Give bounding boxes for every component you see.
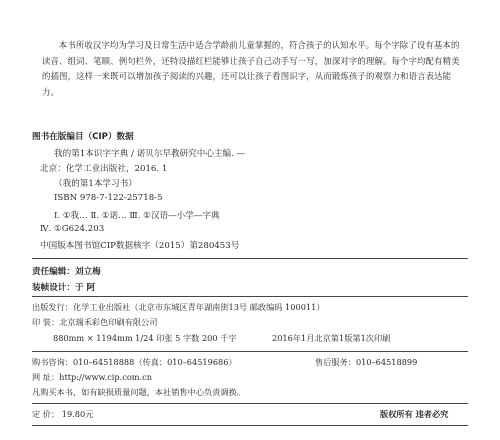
price: 定 价： 19.80元 bbox=[32, 409, 94, 419]
cip-heading: 图书在版编目（CIP）数据 bbox=[32, 132, 134, 142]
divider bbox=[32, 351, 468, 352]
printer-info: 印 装：北京瑞禾彩色印刷有限公司 bbox=[32, 317, 158, 327]
cip-isbn: ISBN 978-7-122-25718-5 bbox=[54, 193, 163, 203]
divider bbox=[32, 296, 468, 297]
cip-library-record: 中国版本图书馆CIP数据核字（2015）第280453号 bbox=[40, 241, 240, 251]
cip-classification-1: Ⅰ. ①我… Ⅱ. ①诺… Ⅲ. ①汉语—小学—字典 bbox=[54, 211, 220, 221]
quality-notice: 凡购买本书，如有缺损质量问题，本社销售中心负责调换。 bbox=[32, 387, 245, 397]
divider bbox=[32, 258, 468, 259]
intro-text bbox=[42, 38, 462, 100]
print-specs: 880mm × 1194mm 1/24 印张 5 字数 200 千字 bbox=[53, 333, 237, 343]
publisher-info: 出版发行：化学工业出版社（北京市东城区青年湖南街13号 邮政编码 100011） bbox=[32, 302, 325, 312]
intro-paragraph: 本书所收汉字均为学习及日常生活中适合学龄前儿童掌握的，符合孩子的认知水平。每个字除了设有基本的读音、组词、笔顺、例句栏外，还特设描红栏能够让孩子自己动手写一写，加深对字的理解。每个字均配有精美的插图，这样一来既可以增加孩子阅读的兴趣，还可以让孩子看图识字，从而锻炼孩子的观察力和语言表达能力。 bbox=[42, 40, 460, 97]
after-sales-phone: 售后服务：010–64518899 bbox=[315, 357, 418, 367]
cip-line-1: 我的第1本识字字典 / 诺贝尔早教研究中心主编. — bbox=[54, 149, 246, 159]
edition-info: 2016年1月北京第1版第1次印刷 bbox=[272, 333, 391, 343]
responsible-editor: 责任编辑：刘立梅 bbox=[32, 267, 101, 277]
rights-notice: 版权所有 违者必究 bbox=[380, 409, 449, 419]
purchase-phone: 购书咨询：010–64518888（传真：010–64519686） bbox=[32, 357, 237, 367]
cover-designer: 装帧设计：于 阿 bbox=[32, 283, 96, 293]
cip-line-3: （我的第1本学习书） bbox=[54, 179, 137, 189]
cip-classification-2: Ⅳ. ①G624.203 bbox=[40, 224, 105, 234]
cip-line-2: 北京：化学工业出版社，2016. 1 bbox=[40, 164, 168, 174]
divider bbox=[32, 403, 468, 404]
website: 网 址：http://www.cip.com.cn bbox=[32, 372, 152, 382]
divider bbox=[32, 425, 468, 426]
